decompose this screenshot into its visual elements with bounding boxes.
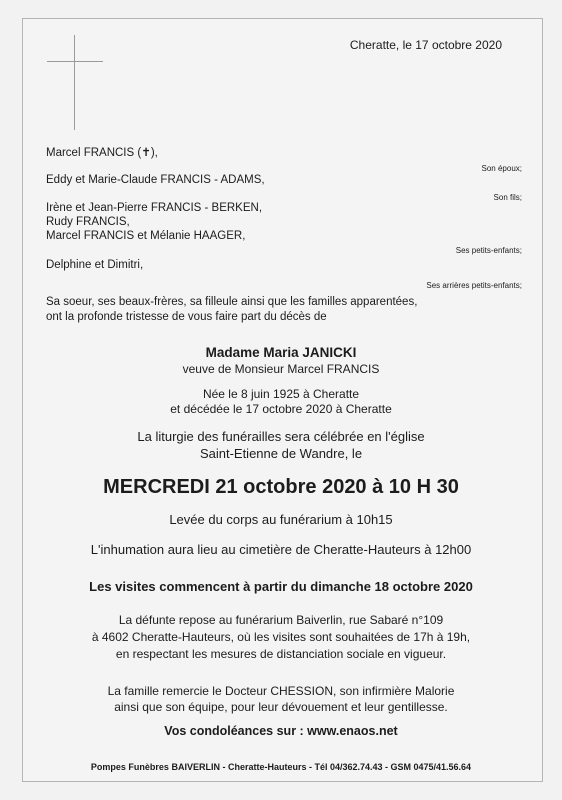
grandchild-line-3: Marcel FRANCIS et Mélanie HAAGER, [46, 230, 246, 242]
announcement-line-2: ont la profonde tristesse de vous faire part du décès de [46, 311, 327, 323]
spouse-line: Marcel FRANCIS (✝), [46, 147, 158, 159]
announcement-line-1: Sa soeur, ses beaux-frères, sa filleule ainsi que les familles apparentées, [46, 296, 418, 308]
grandchild-line-1: Irène et Jean-Pierre FRANCIS - BERKEN, [46, 202, 263, 214]
liturgy-line-2: Saint-Etienne de Wandre, le [199, 446, 363, 461]
visits-headline: Les visites commencent à partir du dimanche 18 octobre 2020 [89, 579, 473, 594]
visits-line-3: en respectant les mesures de distanciation sociale en vigueur. [115, 647, 447, 661]
cross-icon-horizontal [47, 61, 103, 62]
visits-line-2: à 4602 Cheratte-Hauteurs, où les visites sont souhaitées de 17h à 19h, [91, 630, 471, 644]
thanks-line-1: La famille remercie le Docteur CHESSION, son infirmière Malorie [107, 684, 455, 698]
liturgy-line-1: La liturgie des funérailles sera célébrée en l'église [137, 429, 425, 444]
deceased-widow-of: veuve de Monsieur Marcel FRANCIS [182, 362, 380, 376]
deceased-birth: Née le 8 juin 1925 à Cheratte [202, 387, 360, 401]
cross-icon-vertical [74, 35, 75, 130]
son-line: Eddy et Marie-Claude FRANCIS - ADAMS, [46, 174, 265, 186]
footer-contact: Pompes Funèbres BAIVERLIN - Cheratte-Hauteurs - Tél 04/362.74.43 - GSM 0475/41.56.64 [90, 762, 472, 772]
great-grandchildren-label: Ses arrières petits-enfants; [426, 281, 522, 290]
thanks-line-2: ainsi que son équipe, pour leur dévouement et leur gentillesse. [114, 700, 448, 714]
notice-date: Cheratte, le 17 octobre 2020 [349, 38, 502, 52]
deceased-name: Madame Maria JANICKI [205, 345, 357, 360]
deceased-death: et décédée le 17 octobre 2020 à Cheratte [170, 402, 392, 416]
condolences-link[interactable]: Vos condoléances sur : www.enaos.net [164, 724, 398, 738]
son-label: Son fils; [493, 193, 522, 202]
spouse-label: Son époux; [481, 164, 522, 173]
grandchild-line-2: Rudy FRANCIS, [46, 216, 130, 228]
great-grandchildren-line: Delphine et Dimitri, [46, 259, 144, 271]
visits-line-1: La défunte repose au funérarium Baiverlin, rue Sabaré n°109 [118, 613, 444, 627]
ceremony-datetime: MERCREDI 21 octobre 2020 à 10 H 30 [103, 476, 459, 498]
burial-info: L'inhumation aura lieu au cimetière de Cheratte-Hauteurs à 12h00 [90, 542, 472, 557]
levee-du-corps: Levée du corps au funérarium à 10h15 [169, 512, 393, 527]
grandchildren-label: Ses petits-enfants; [455, 246, 522, 255]
